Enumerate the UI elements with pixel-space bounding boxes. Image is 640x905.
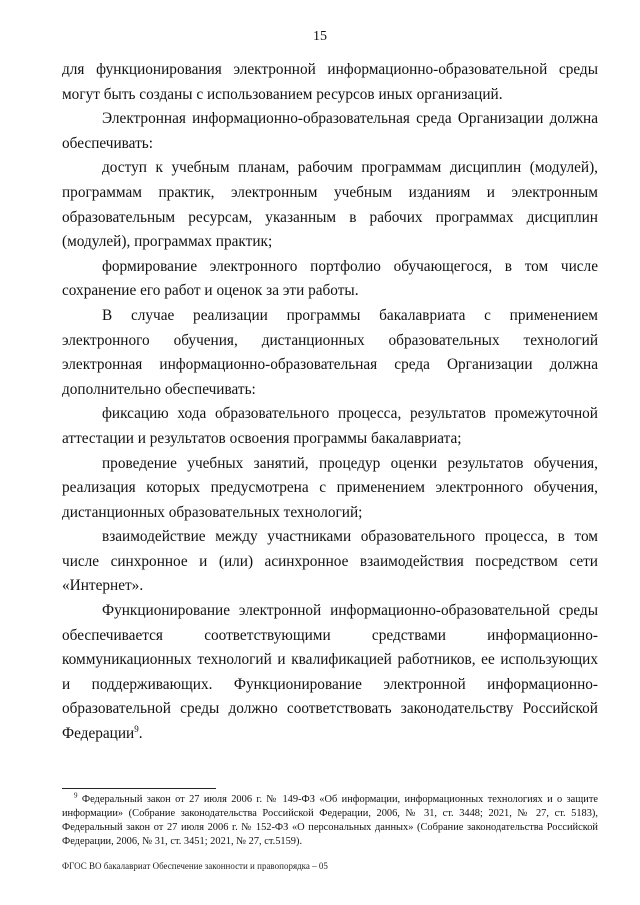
page-number: 15 xyxy=(313,29,327,44)
paragraph: взаимодействие между участниками образовательного процесса, в том числе синхронное и (или) асинхронное взаимодействия посредством сети «Интернет». xyxy=(62,528,598,595)
footnote xyxy=(62,793,598,849)
paragraph: доступ к учебным планам, рабочим программам дисциплин (модулей), программам практик, электронным учебным изданиям и электронным образовательным ресурсам, указанным в рабочих программах дисциплин (модулей), программах практик; xyxy=(62,159,598,251)
paragraph-last: Функционирование электронной информационно-образовательной среды обеспечивается соответствующими средствами информационно-коммуникационных технологий и квалификацией работников, ее использующих и поддерживающих. Функционирование электронной информационно-образовательной среды должно соответствовать законодательству Российской Федерации$^9$. xyxy=(62,602,598,743)
paragraph: формирование электронного портфолио обучающегося, в том числе сохранение его работ и оценок за эти работы. xyxy=(62,257,598,300)
body-text xyxy=(62,58,598,747)
footnote-text: Федеральный закон от 27 июля 2006 г. № 149-ФЗ «Об информации, информационных технологиях и о защите информации» (Собрание законодательства Российской Федерации, 2006, № 31, ст. 3448; 2021, № 27, ст. 5183), Федеральный закон от 27 июля 2006 г. № 152-ФЗ «О персональных данных» (Собрание законодательства Российской Федерации, 2006, № 31, ст. 3451; 2021, № 27, ст.5159). xyxy=(62,794,598,847)
paragraph: Электронная информационно-образовательная среда Организации должна обеспечивать: xyxy=(62,110,598,152)
paragraph: проведение учебных занятий, процедур оценки результатов обучения, реализация которых предусмотрена с применением электронного обучения, дистанционных образовательных технологий; xyxy=(62,454,598,521)
paragraph: для функционирования электронной информационно-образовательной среды могут быть созданы с использованием ресурсов иных организаций. xyxy=(62,61,598,103)
paragraph: фиксацию хода образовательного процесса, результатов промежуточной аттестации и результатов освоения программы бакалавриата; xyxy=(62,405,598,447)
paragraph: В случае реализации программы бакалавриата с применением электронного обучения, дистанционных образовательных технологий электронная информационно-образовательная среда Организации должна дополнительно обеспечивать: xyxy=(62,306,598,398)
paragraph-text: Функционирование электронной информационно-образовательной среды обеспечивается соответствующими средствами информационно-коммуникационных технологий и квалификацией работников, ее использующих и поддерживающих. Функционирование электронной информационно-образовательной среды должно соответствовать законодательству Российской Федерации xyxy=(62,602,598,743)
page-footer: ФГОС ВО бакалавриат Обеспечение законности и правопорядка – 05 xyxy=(62,861,328,871)
footnote-separator xyxy=(62,788,216,789)
footnote-marker: 9 xyxy=(74,791,78,800)
footnote-reference[interactable]: 9 xyxy=(134,723,139,734)
